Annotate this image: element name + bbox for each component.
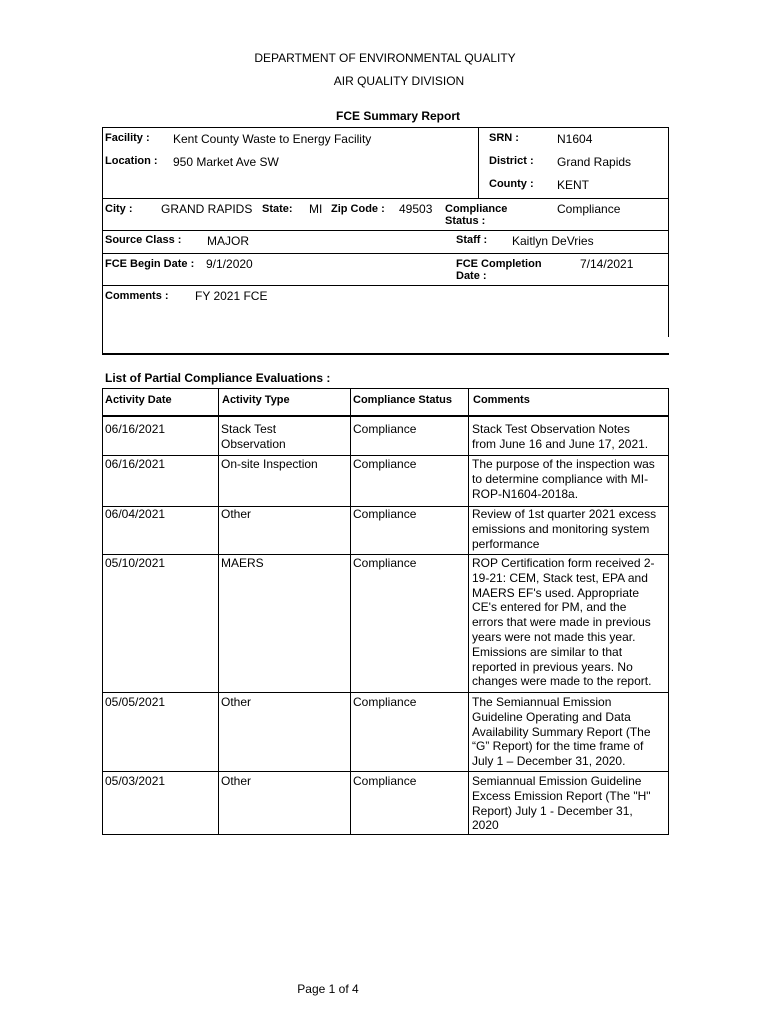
city-label: City : <box>105 203 133 215</box>
compliance-status-cell: Compliance <box>353 507 417 521</box>
activity-type-cell: Other <box>221 695 252 709</box>
staff-value: Kaitlyn DeVries <box>512 234 594 248</box>
fce-completion-label-line1: FCE Completion <box>456 258 542 270</box>
comments-cell: The purpose of the inspection was to determine compliance with MI- ROP-N1604-2018a. <box>472 457 655 501</box>
column-header-compliance-status: Compliance Status <box>353 394 453 406</box>
source-class-label: Source Class : <box>105 234 182 246</box>
compliance-status-label-line1: Compliance <box>445 203 508 215</box>
column-header-activity-type: Activity Type <box>222 394 290 406</box>
activity-type-cell: Stack Test Observation <box>221 422 286 451</box>
compliance-status-value: Compliance <box>557 202 621 216</box>
location-value: 950 Market Ave SW <box>173 155 279 169</box>
page-number: Page 1 of 4 <box>297 982 359 996</box>
compliance-status-cell: Compliance <box>353 422 417 436</box>
district-label: District : <box>489 155 534 167</box>
state-value: MI <box>309 202 323 216</box>
zip-value: 49503 <box>399 202 433 216</box>
pce-section-title: List of Partial Compliance Evaluations : <box>105 371 331 385</box>
compliance-status-cell: Compliance <box>353 774 417 788</box>
facility-label: Facility : <box>105 132 150 144</box>
srn-value: N1604 <box>557 132 593 146</box>
comments-value: FY 2021 FCE <box>195 289 268 303</box>
comments-label: Comments : <box>105 290 169 302</box>
state-label: State: <box>262 203 293 215</box>
fce-begin-value: 9/1/2020 <box>206 257 253 271</box>
city-value: GRAND RAPIDS <box>161 202 253 216</box>
zip-label: Zip Code : <box>331 203 385 215</box>
activity-type-cell: MAERS <box>221 556 264 570</box>
comments-cell: Semiannual Emission Guideline Excess Emission Report (The "H" Report) July 1 - December 31, 2020 <box>472 774 651 833</box>
activity-type-cell: Other <box>221 507 252 521</box>
county-label: County : <box>489 178 534 190</box>
location-label: Location : <box>105 155 158 167</box>
activity-date-cell: 06/16/2021 <box>105 422 166 436</box>
activity-date-cell: 06/16/2021 <box>105 457 166 471</box>
activity-date-cell: 05/05/2021 <box>105 695 166 709</box>
comments-cell: ROP Certification form received 2- 19-21: CEM, Stack test, EPA and MAERS EF's used. Appropriate CE's entered for PM, and the errors that were made in previous years were not made this year. Emissions are similar to that reported in previous years. No changes were made to the report. <box>472 556 655 689</box>
srn-label: SRN : <box>489 132 519 144</box>
source-class-value: MAJOR <box>207 234 249 248</box>
compliance-status-label-line2: Status : <box>445 215 486 227</box>
fce-completion-value: 7/14/2021 <box>580 257 634 271</box>
district-value: Grand Rapids <box>557 155 632 169</box>
comments-cell: Stack Test Observation Notes from June 16 and June 17, 2021. <box>472 422 649 451</box>
fce-begin-label: FCE Begin Date : <box>105 258 195 270</box>
compliance-status-cell: Compliance <box>353 457 417 471</box>
county-value: KENT <box>557 178 590 192</box>
activity-date-cell: 06/04/2021 <box>105 507 166 521</box>
activity-type-cell: Other <box>221 774 252 788</box>
facility-value: Kent County Waste to Energy Facility <box>173 132 372 146</box>
column-header-comments: Comments <box>473 394 530 406</box>
staff-label: Staff : <box>456 234 488 246</box>
column-header-activity-date: Activity Date <box>105 394 172 406</box>
comments-cell: Review of 1st quarter 2021 excess emissions and monitoring system performance <box>472 507 657 551</box>
activity-date-cell: 05/10/2021 <box>105 556 166 570</box>
compliance-status-cell: Compliance <box>353 695 417 709</box>
department-heading: DEPARTMENT OF ENVIRONMENTAL QUALITY <box>254 51 516 65</box>
division-heading: AIR QUALITY DIVISION <box>333 74 465 88</box>
activity-type-cell: On-site Inspection <box>221 457 318 471</box>
report-title: FCE Summary Report <box>335 109 461 123</box>
comments-cell: The Semiannual Emission Guideline Operating and Data Availability Summary Report (The “G” Report) for the time frame of July 1 – December 31, 2020. <box>472 695 651 769</box>
fce-completion-label-line2: Date : <box>456 270 487 282</box>
compliance-status-cell: Compliance <box>353 556 417 570</box>
activity-date-cell: 05/03/2021 <box>105 774 166 788</box>
